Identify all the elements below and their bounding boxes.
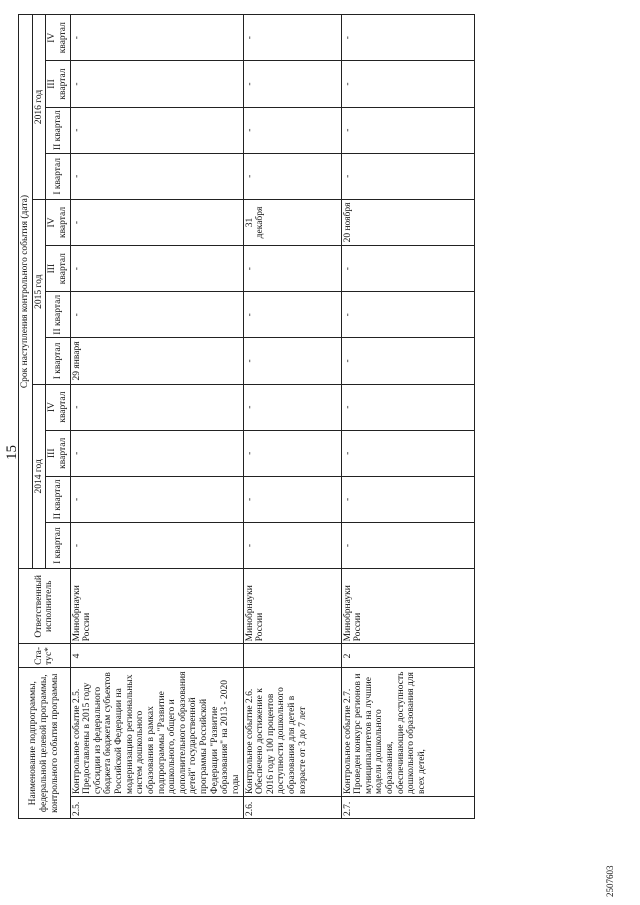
date-cell: -: [70, 61, 243, 107]
q2-2015-header: II квартал: [46, 292, 70, 338]
date-cell: -: [341, 338, 474, 384]
date-cell: 29 января: [70, 338, 243, 384]
date-cell: -: [243, 292, 341, 338]
name-column-header: Наименование подпрограммы, федеральной целевой программы, контрольного события программы: [19, 668, 71, 819]
date-cell: -: [243, 246, 341, 292]
executor-column-header: Ответственный исполнитель: [19, 569, 71, 644]
date-cell: -: [70, 15, 243, 61]
date-cell: -: [243, 430, 341, 476]
date-cell: -: [243, 61, 341, 107]
year-2014-header: 2014 год: [32, 384, 46, 569]
table-row: [70, 15, 243, 819]
date-cell: -: [70, 199, 243, 245]
row-number: 2.6.: [243, 796, 341, 818]
date-cell: -: [70, 153, 243, 199]
date-cell: -: [243, 107, 341, 153]
q4-2016-header: IV квартал: [46, 15, 70, 61]
date-cell: -: [341, 476, 474, 522]
q1-2014-header: I квартал: [46, 522, 70, 568]
q3-2014-header: III квартал: [46, 430, 70, 476]
executor-value: Минобрнауки России: [70, 569, 243, 644]
status-value: [243, 644, 341, 668]
year-2015-header: 2015 год: [32, 199, 46, 384]
date-cell: -: [243, 153, 341, 199]
date-cell: -: [341, 430, 474, 476]
q3-2016-header: III квартал: [46, 61, 70, 107]
q2-2016-header: II квартал: [46, 107, 70, 153]
status-value: 2: [341, 644, 474, 668]
date-cell: -: [70, 384, 243, 430]
event-name: Контрольное событие 2.7. Проведен конкурс регионов и муниципалитетов на лучшие модели дошкольного образования, обеспечивающие доступность дошкольного образования для всех детей,: [341, 668, 474, 796]
date-cell: 20 ноября: [341, 199, 474, 245]
year-2016-header: 2016 год: [32, 15, 46, 200]
row-number: 2.7.: [341, 796, 474, 818]
date-cell: 31 декабря: [243, 199, 341, 245]
date-cell: -: [243, 476, 341, 522]
date-cell: -: [243, 384, 341, 430]
q2-2014-header: II квартал: [46, 476, 70, 522]
status-column-header: Ста-тус*: [19, 644, 71, 668]
event-name: Контрольное событие 2.5. Предоставлены в 2015 году субсидии из федерального бюджета бюджетам субъектов Российской Федерации на модернизацию региональных систем дошкольного образования в рамках подпрограммы "Развитие дошкольного, общего и дополнительного образования детей" государственной программы Российской Федерации "Развитие образования" на 2013 - 2020 годы: [70, 668, 243, 796]
document-id: 2507603: [605, 865, 615, 897]
date-cell: -: [243, 338, 341, 384]
date-cell: -: [341, 107, 474, 153]
date-cell: -: [70, 107, 243, 153]
q1-2016-header: I квартал: [46, 153, 70, 199]
date-cell: -: [341, 246, 474, 292]
table-row: [341, 15, 474, 819]
date-group-header: Срок наступления контрольного события (дата): [19, 15, 33, 569]
date-cell: -: [341, 522, 474, 568]
control-events-table: [18, 14, 475, 819]
status-value: 4: [70, 644, 243, 668]
date-cell: -: [70, 292, 243, 338]
date-cell: -: [341, 292, 474, 338]
q3-2015-header: III квартал: [46, 246, 70, 292]
table-row: [243, 15, 341, 819]
date-cell: -: [341, 61, 474, 107]
q1-2015-header: I квартал: [46, 338, 70, 384]
q4-2015-header: IV квартал: [46, 199, 70, 245]
row-number: 2.5.: [70, 796, 243, 818]
executor-value: Минобрнауки России: [243, 569, 341, 644]
date-cell: -: [70, 476, 243, 522]
event-name: Контрольное событие 2.6. Обеспечено достижение к 2016 году 100 процентов доступности дошкольного образования для детей в возрасте от 3 до 7 лет: [243, 668, 341, 796]
date-cell: -: [341, 15, 474, 61]
date-cell: -: [341, 153, 474, 199]
date-cell: -: [70, 522, 243, 568]
date-cell: -: [70, 430, 243, 476]
executor-value: Минобрнауки России: [341, 569, 474, 644]
date-cell: -: [243, 522, 341, 568]
q4-2014-header: IV квартал: [46, 384, 70, 430]
date-cell: -: [70, 246, 243, 292]
date-cell: -: [341, 384, 474, 430]
date-cell: -: [243, 15, 341, 61]
page-number: 15: [4, 445, 20, 460]
